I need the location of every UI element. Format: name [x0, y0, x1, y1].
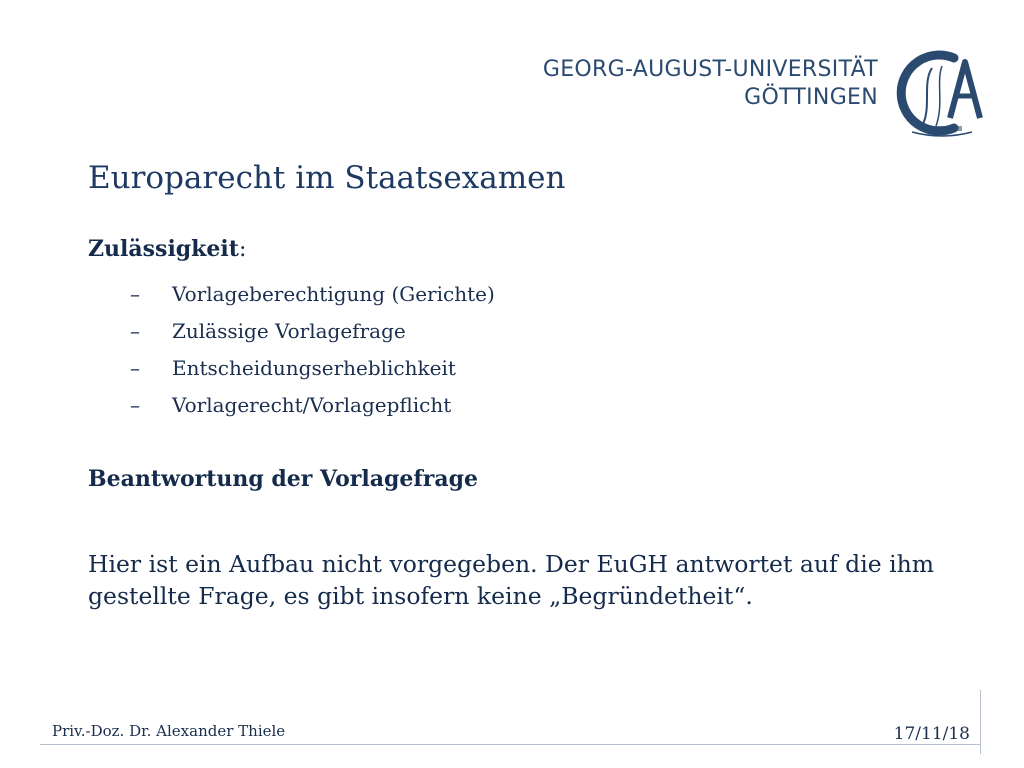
list-item	[130, 387, 495, 424]
list-item-text: Vorlageberechtigung (Gerichte)	[172, 282, 495, 306]
dash-bullet: –	[130, 319, 140, 343]
list-item	[130, 313, 495, 350]
footer-date: 17/11/18	[893, 724, 970, 744]
zulaessigkeit-list	[130, 276, 495, 424]
university-name-line2: GÖTTINGEN	[744, 85, 878, 110]
section-heading-zulaessigkeit-text: Zulässigkeit	[88, 236, 239, 262]
dash-bullet: –	[130, 356, 140, 380]
section-heading-beantwortung: Beantwortung der Vorlagefrage	[88, 466, 479, 492]
dash-bullet: –	[130, 393, 140, 417]
university-name	[543, 56, 878, 112]
university-seal-logo	[892, 48, 992, 140]
list-item	[130, 276, 495, 313]
footer-divider	[40, 744, 980, 745]
slide-title: Europarecht im Staatsexamen	[88, 160, 566, 196]
list-item-text: Zulässige Vorlagefrage	[172, 319, 406, 343]
list-item-text: Vorlagerecht/Vorlagepflicht	[172, 393, 452, 417]
list-item	[130, 350, 495, 387]
dash-bullet: –	[130, 282, 140, 306]
footer-vertical-divider	[980, 690, 981, 754]
university-name-line1: GEORG-AUGUST-UNIVERSITÄT	[542, 57, 878, 82]
body-paragraph: Hier ist ein Aufbau nicht vorgegeben. Der EuGH antwortet auf die ihm gestellte Frage, es gibt insofern keine „Begründetheit“.	[88, 550, 935, 610]
list-item-text: Entscheidungserheblichkeit	[172, 356, 456, 380]
footer-author: Priv.-Doz. Dr. Alexander Thiele	[52, 722, 286, 740]
heading-colon: :	[238, 237, 247, 262]
section-heading-zulaessigkeit	[88, 236, 246, 262]
